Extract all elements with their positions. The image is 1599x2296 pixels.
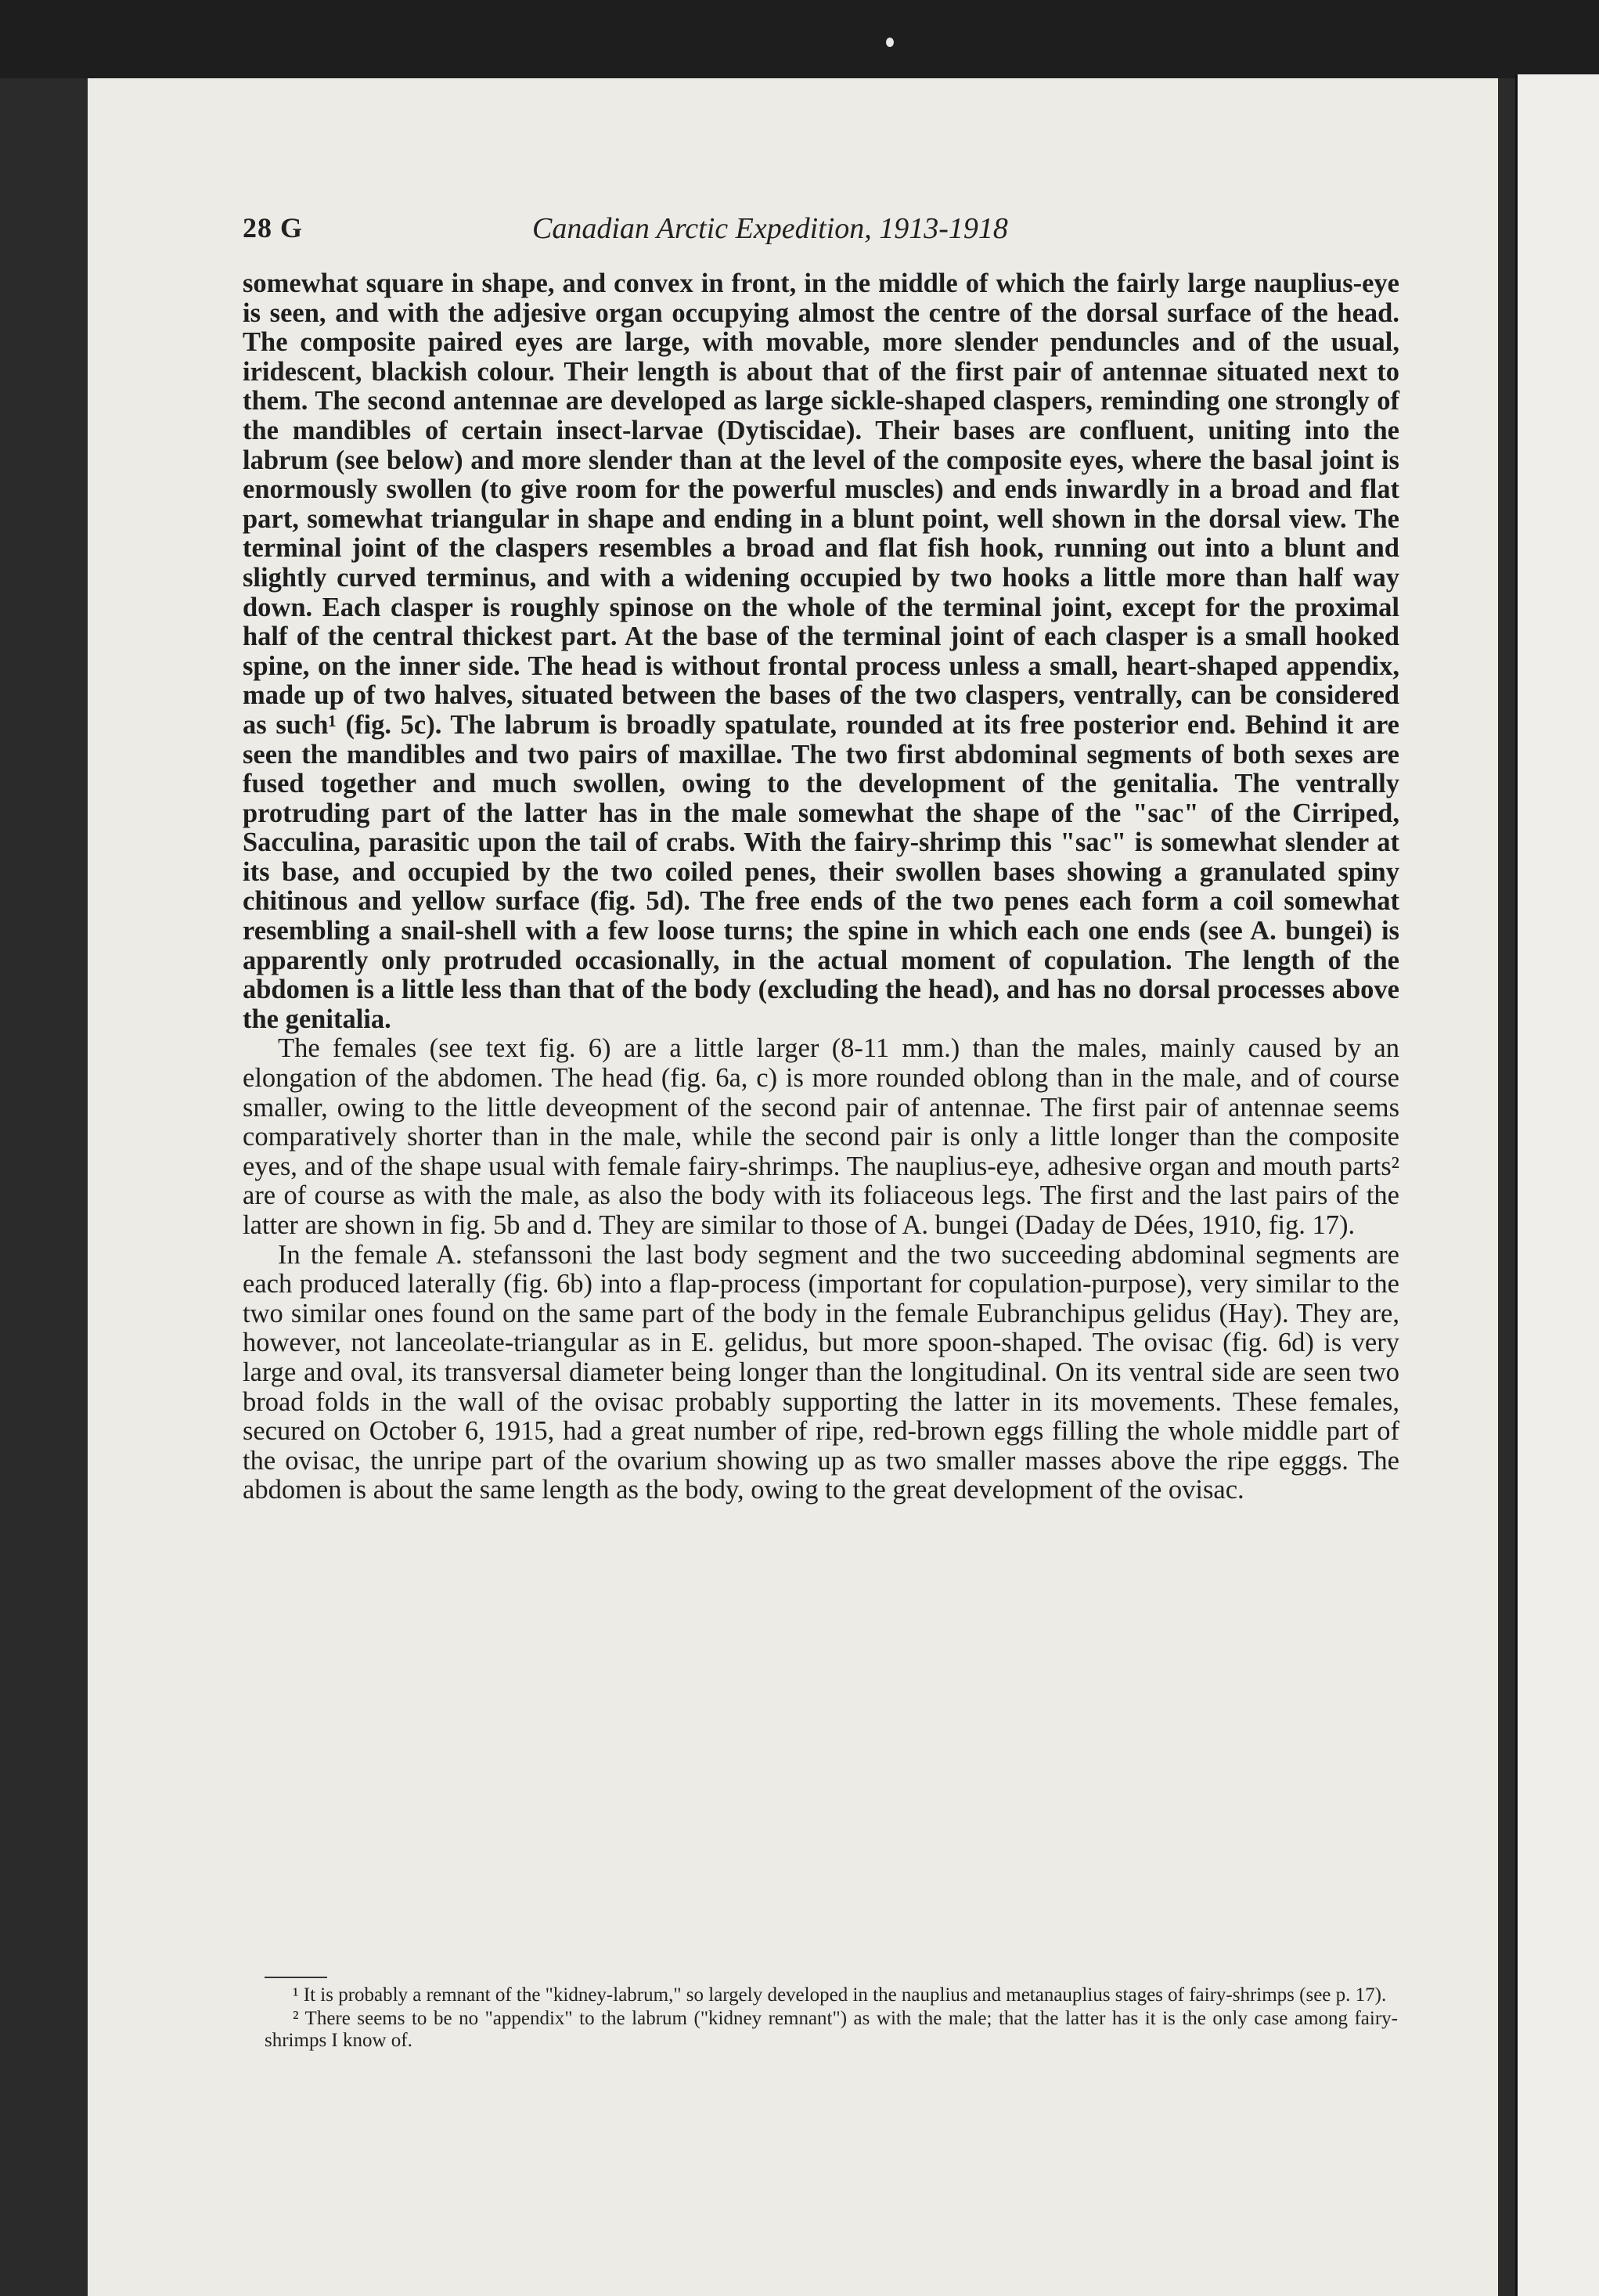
running-title: Canadian Arctic Expedition, 1913-1918 — [532, 212, 1008, 245]
paragraph-1: somewhat square in shape, and convex in front, in the middle of which the fairly large nauplius-eye is seen, and with the adjesive organ occupying almost the centre of the dorsal surface of the head. The composite paired eyes are large, with movable, more slender penduncles and of the usual, iridescent, blackish colour. Their length is about that of the first pair of antennae situated next to them. The second antennae are developed as large sickle-shaped claspers, reminding one strongly of the mandibles of certain insect-larvae (Dytiscidae). Their bases are confluent, uniting into the labrum (see below) and more slender than at the level of the composite eyes, where the basal joint is enormously swollen (to give room for the powerful muscles) and ends inwardly in a broad and flat part, somewhat triangular in shape and ending in a blunt point, well shown in the dorsal view. The terminal joint of the claspers resembles a broad and flat fish hook, running out into a blunt and slightly curved terminus, and with a widening occupied by two hooks a little more than half way down. Each clasper is roughly spinose on the whole of the terminal joint, except for the proximal half of the central thickest part. At the base of the terminal joint of each clasper is a small hooked spine, on the inner side. The head is without frontal process unless a small, heart-shaped appendix, made up of two halves, situated between the bases of the two claspers, ventrally, can be considered as such¹ (fig. 5c). The labrum is broadly spatulate, rounded at its free posterior end. Behind it are seen the mandibles and two pairs of maxillae. The two first abdominal segments of both sexes are fused together and much swollen, owing to the development of the genitalia. The ventrally protruding part of the latter has in the male somewhat the shape of the "sac" of the Cirriped, Sacculina, parasitic upon the tail of crabs. With the fairy-shrimp this "sac" is somewhat slender at its base, and occupied by the two coiled penes, their swollen bases showing a granulated spiny chitinous and yellow surface (fig. 5d). The free ends of the two penes each form a coil somewhat resembling a snail-shell with a few loose turns; the spine in which each one ends (see A. bungei) is apparently only protruded occasionally, in the actual moment of copulation. The length of the abdomen is a little less than that of the body (excluding the head), and has no dorsal processes above the genitalia. — [243, 269, 1399, 1034]
footnote-2: ² There seems to be no "appendix" to the labrum ("kidney remnant") as with the male; that the latter has it is the only case among fairy-shrimps I know of. — [265, 2008, 1398, 2051]
footnote-divider — [265, 1977, 327, 1978]
page-header — [243, 211, 1401, 251]
paragraph-3: In the female A. stefanssoni the last body segment and the two succeeding abdominal segments are each produced laterally (fig. 6b) into a flap-process (important for copulation-purpose), very similar to the two similar ones found on the same part of the body in the female Eubranchipus gelidus (Hay). They are, however, not lanceolate-triangular as in E. gelidus, but more spoon-shaped. The ovisac (fig. 6d) is very large and oval, its transversal diameter being longer than the longitudinal. On its ventral side are seen two broad folds in the wall of the ovisac probably supporting the latter in its movements. These females, secured on October 6, 1915, had a great number of ripe, red-brown eggs filling the whole middle part of the ovisac, the unripe part of the ovarium showing up as two smaller masses above the ripe egggs. The abdomen is about the same length as the body, owing to the great development of the ovisac. — [243, 1239, 1399, 1505]
paragraph-2: The females (see text fig. 6) are a little larger (8-11 mm.) than the males, mainly caused by an elongation of the abdomen. The head (fig. 6a, c) is more rounded oblong than in the male, and of course smaller, owing to the little deveopment of the second pair of antennae. The first pair of antennae seems comparatively shorter than in the male, while the second pair is only a little longer than the composite eyes, and of the shape usual with female fairy-shrimps. The nauplius-eye, adhesive organ and mouth parts² are of course as with the male, as also the body with its foliaceous legs. The first and the last pairs of the latter are shown in fig. 5b and d. They are similar to those of A. bungei (Daday de Dées, 1910, fig. 17). — [243, 1033, 1399, 1240]
scan-border-top — [0, 0, 1599, 78]
adjacent-page-edge — [1515, 74, 1599, 2296]
scan-artifact-dot — [886, 38, 894, 47]
page-number: 28 G — [243, 212, 304, 243]
body-text — [243, 269, 1399, 1505]
footnote-1: ¹ It is probably a remnant of the "kidney-labrum," so largely developed in the nauplius and metanauplius stages of fairy-shrimps (see p. 17). — [293, 1984, 1387, 2006]
footnotes — [265, 1984, 1398, 2053]
